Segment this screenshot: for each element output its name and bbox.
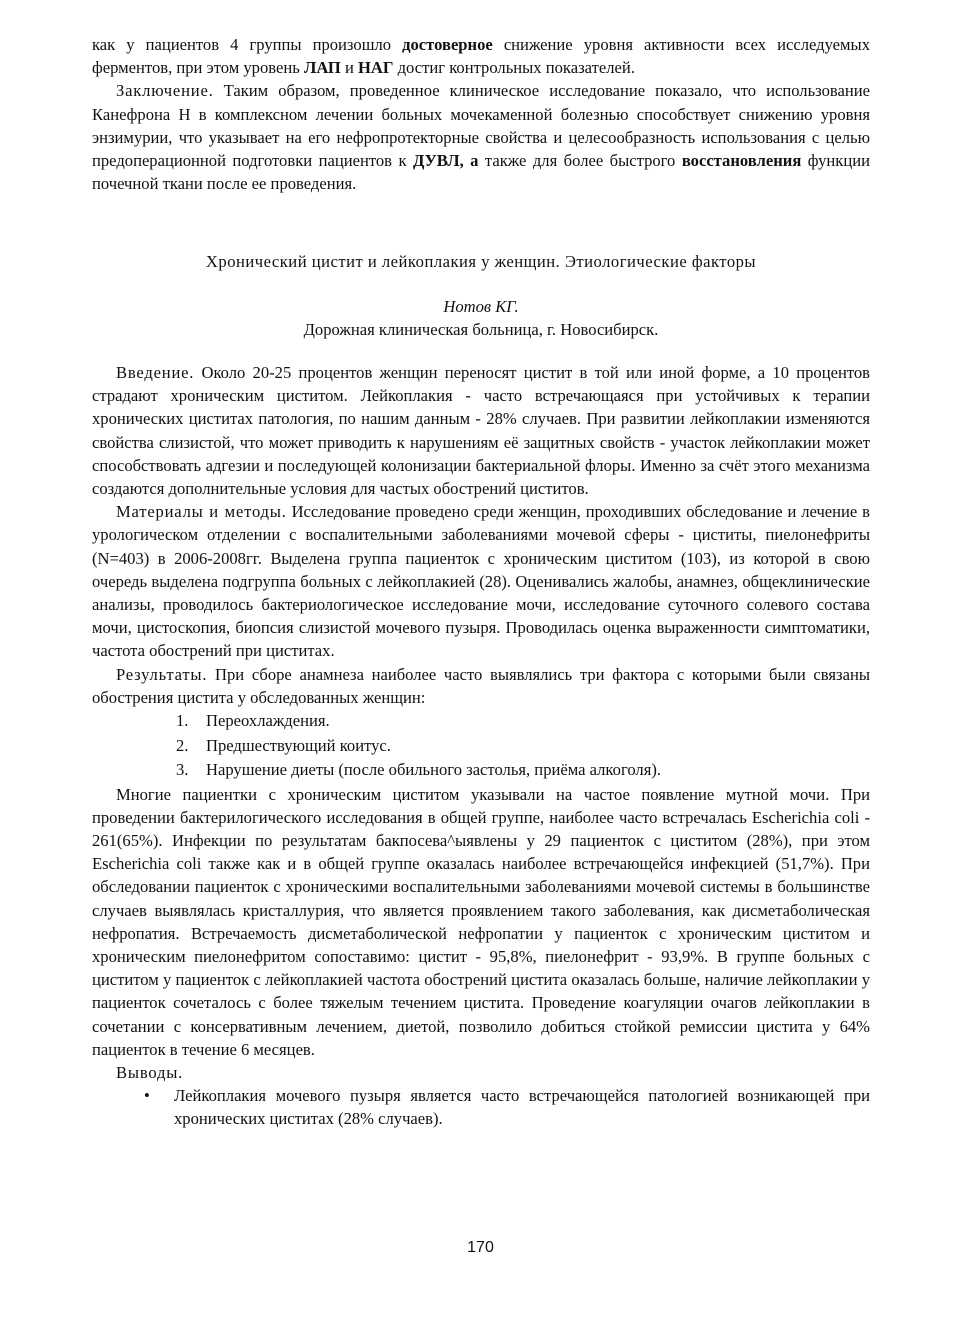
- methods-paragraph: Материалы и методы. Исследование проведено среди женщин, проходивших обследование и лечение в урологическом отделении с воспалительными заболеваниями мочевой сферы - циститы, пиелонефриты (N=403) в 2006-2008гг. Выделена группа пациенток с хроническим циститом (103), из которой в свою очередь выделена подгруппа больных с лейкоплакией (28). Оценивались жалобы, анамнез, общеклинические анализы, проводилось бактериологическое исследование мочи, исследование суточного солевого состава мочи, цистоскопия, биопсия слизистой мочевого пузыря. Проводилась оценка выраженности симптоматики, частота обострений при циститах.: [92, 502, 870, 661]
- section-heading: Введение.: [116, 363, 195, 383]
- list-number: 1.: [176, 711, 189, 731]
- bullet-icon: •: [144, 1086, 150, 1106]
- section-heading: Материалы и методы.: [116, 502, 287, 522]
- page-number: 170: [467, 1239, 494, 1256]
- conclusions-heading-line: [92, 1061, 870, 1084]
- previous-article-conclusion: Заключение. Таким образом, проведенное клиническое исследование показало, что использование Канефрона Н в комплексном лечении больных мочекаменной болезнью способствует снижению уровня энзимурии, что указывает на его нефропротекторные свойства и целесообразность использования с целью предоперационной подготовки пациентов к ДУВЛ, а также для более быстрого восстановления функции почечной ткани после ее проведения.: [92, 81, 870, 194]
- bold-term: восстановления: [681, 151, 802, 171]
- article-title: Хронический цистит и лейкоплакия у женщин. Этиологические факторы: [205, 252, 757, 272]
- page-content: [92, 33, 870, 1131]
- factors-list: [92, 709, 870, 783]
- list-item: 2. Предшествующий коитус.: [176, 734, 870, 759]
- list-item: 1. Переохлаждения.: [176, 709, 870, 734]
- section-heading: Выводы.: [116, 1063, 184, 1083]
- bold-term: ДУВЛ, а: [412, 151, 479, 171]
- introduction-paragraph: Введение. Около 20-25 процентов женщин переносят цистит в той или иной форме, а 10 процентов страдают хроническим циститом. Лейкоплакия - часто встречающаяся при устойчивых к терапии хронических циститах патология, по нашим данным - 28% случаев. При развитии лейкоплакии изменяются свойства слизистой, что может приводить к нарушениям её защитных свойств - участок лейкоплакии может способствовать адгезии и последующей колонизации бактериальной флоры. Именно за счёт этого механизма создаются дополнительные условия для частых обострений циститов.: [92, 363, 870, 499]
- bold-term: ЛАП: [303, 58, 341, 78]
- section-heading: Результаты.: [116, 664, 208, 684]
- previous-article-results-end: как у пациентов 4 группы произошло достоверное снижение уровня активности всех исследуемых ферментов, при этом уровень ЛАП и НАГ достиг контрольных показателей.: [92, 35, 870, 78]
- section-heading: Заключение.: [116, 81, 214, 101]
- bold-term: достоверное: [402, 35, 493, 54]
- list-number: 2.: [176, 735, 189, 755]
- list-item: • Лейкоплакия мочевого пузыря является часто встречающейся патологией возникающей при хронических циститах (28% случаев).: [144, 1086, 870, 1129]
- results-paragraph: Результаты. При сборе анамнеза наиболее часто выявлялись три фактора с которыми были связаны обострения цистита у обследованных женщин:: [92, 664, 870, 707]
- conclusions-list: [92, 1084, 870, 1130]
- article-affiliation: Дорожная клиническая больница, г. Новосибирск.: [303, 319, 659, 339]
- article-author: Нотов КГ.: [443, 296, 519, 316]
- list-number: 3.: [176, 760, 189, 780]
- results-discussion-paragraph: Многие пациентки с хроническим циститом указывали на частое появление мутной мочи. При проведении бактерилогического исследования в общей группе, наиболее часто встречалась Escherichia coli - 261(65%). Инфекции по результатам бакпосева^ыявлены у 29 пациенток с циститом (28%), при этом Escherichia coli также как и в общей группе оказалась наиболее встречающейся инфекцией (51,7%). При обследовании пациенток с хроническими воспалительными заболеваниями мочевой системы в большинстве случаев выявлялась кристаллурия, что является проявлением такого заболевания, как дисметаболическая нефропатия. Встречаемость дисметаболической нефропатии у пациенток с хроническим циститом и хроническим пиелонефритом сопоставимо: цистит - 95,8%, пиелонефрит - 93,9%. В группе больных с циститом у пациенток с лейкоплакией частота обострений цистита оказалась больше, наличие лейкоплакии у пациенток сочеталось с более тяжелым течением цистита. Проведение коагуляции очагов лейкоплакии в сочетании с консервативным лечением, диетой, позволило добиться стойкой ремиссии цистита у 64% пациенток в течение 6 месяцев.: [92, 784, 870, 1059]
- bold-term: НАГ: [357, 58, 394, 78]
- list-item: 3. Нарушение диеты (после обильного застолья, приёма алкоголя).: [176, 758, 870, 783]
- section-gap: [92, 195, 870, 250]
